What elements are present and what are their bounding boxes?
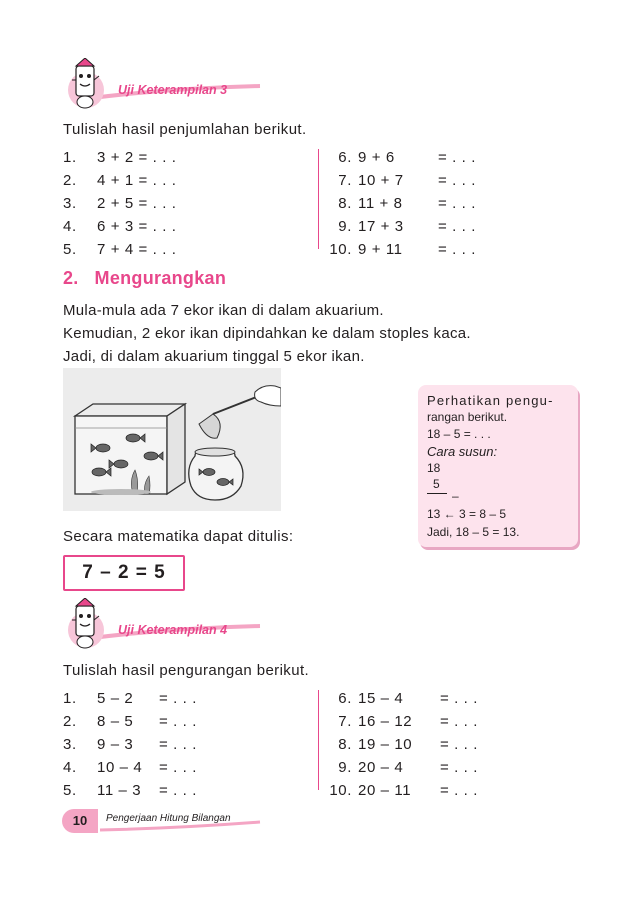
exercise-item: 10. 20 – 11 = . . .: [329, 782, 478, 799]
instruction-subtraction: Tulislah hasil pengurangan berikut.: [63, 662, 310, 679]
banner-uji-keterampilan-3: [62, 58, 262, 116]
hint-note-box: [418, 385, 578, 547]
exercise-item: 7. 16 – 12 = . . .: [338, 713, 478, 730]
formula-label: Secara matematika dapat ditulis:: [63, 528, 294, 545]
exercise-item: 2. 8 – 5 = . . .: [63, 713, 197, 730]
note-minus: –: [452, 489, 459, 503]
section-number: 2.: [63, 268, 79, 288]
note-line: Perhatikan pengu-: [427, 393, 554, 408]
book-title: Pengerjaan Hitung Bilangan: [106, 813, 231, 824]
exercise-item: 4. 6 + 3 = . . .: [63, 218, 177, 235]
paragraph-line: Mula-mula ada 7 ekor ikan di dalam akuarium.: [63, 302, 384, 319]
exercise-list-subtraction-left: [63, 687, 197, 802]
banner-uji-keterampilan-4: [62, 598, 262, 656]
exercise-item: 7. 10 + 7 = . . .: [338, 172, 476, 189]
note-line: Cara susun:: [427, 444, 498, 459]
exercise-list-addition-left: [63, 146, 177, 261]
section-heading: Mengurangkan: [94, 268, 227, 288]
exercise-item: 10. 9 + 11 = . . .: [329, 241, 476, 258]
intro-paragraph: [63, 299, 471, 368]
note-line: 18 – 5 = . . .: [427, 427, 491, 441]
exercise-item: 9. 17 + 3 = . . .: [338, 218, 476, 235]
paragraph-line: Jadi, di dalam akuarium tinggal 5 ekor ikan.: [63, 348, 365, 365]
instruction-addition: Tulislah hasil penjumlahan berikut.: [63, 121, 307, 138]
exercise-list-subtraction-right: [318, 687, 478, 802]
exercise-item: 2. 4 + 1 = . . .: [63, 172, 177, 189]
note-line: rangan berikut.: [427, 410, 508, 424]
exercise-item: 3. 9 – 3 = . . .: [63, 736, 197, 753]
exercise-item: 6. 15 – 4 = . . .: [338, 690, 478, 707]
banner-title: Uji Keterampilan 3: [118, 83, 228, 97]
exercise-item: 8. 19 – 10 = . . .: [338, 736, 478, 753]
banner-title: Uji Keterampilan 4: [118, 623, 228, 637]
exercise-item: 3. 2 + 5 = . . .: [63, 195, 177, 212]
page-number: 10: [62, 809, 98, 833]
note-line: 18: [427, 461, 441, 475]
aquarium-illustration: [63, 368, 281, 511]
formula-box: 7 – 2 = 5: [63, 555, 185, 591]
exercise-item: 1. 5 – 2 = . . .: [63, 690, 197, 707]
pencil-mascot-icon: [62, 598, 110, 656]
aquarium-fish-image: [63, 368, 281, 511]
exercise-item: 6. 9 + 6 = . . .: [338, 149, 476, 166]
exercise-item: 1. 3 + 2 = . . .: [63, 149, 177, 166]
exercise-list-addition-right: [318, 146, 476, 261]
exercise-item: 5. 7 + 4 = . . .: [63, 241, 177, 258]
note-rule: [427, 493, 447, 494]
note-line: 5: [433, 477, 440, 491]
note-line: Jadi, 18 – 5 = 13.: [427, 525, 520, 539]
exercise-item: 5. 11 – 3 = . . .: [63, 782, 197, 799]
exercise-item: 9. 20 – 4 = . . .: [338, 759, 478, 776]
note-line: 13 ← 3 = 8 – 5: [427, 507, 507, 521]
pencil-mascot-icon: [62, 58, 110, 116]
exercise-item: 4. 10 – 4 = . . .: [63, 759, 197, 776]
paragraph-line: Kemudian, 2 ekor ikan dipindahkan ke dalam stoples kaca.: [63, 325, 471, 342]
section-title: [63, 268, 226, 289]
exercise-item: 8. 11 + 8 = . . .: [338, 195, 476, 212]
